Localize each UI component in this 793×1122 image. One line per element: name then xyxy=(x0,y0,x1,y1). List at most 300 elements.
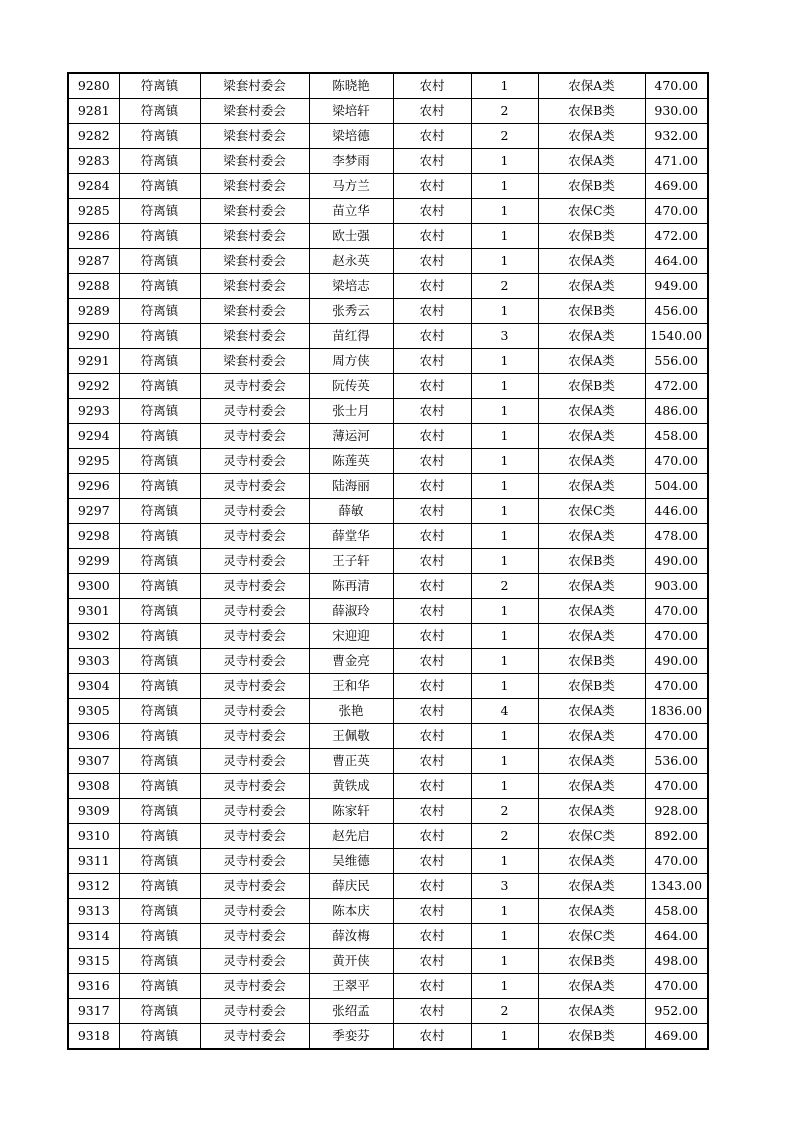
village-committee-cell: 灵寺村委会 xyxy=(200,699,309,724)
town-cell: 符离镇 xyxy=(119,624,200,649)
area-type-cell: 农村 xyxy=(393,99,471,124)
area-type-cell: 农村 xyxy=(393,899,471,924)
area-type-cell: 农村 xyxy=(393,374,471,399)
town-cell: 符离镇 xyxy=(119,499,200,524)
recipient-name-cell: 苗红得 xyxy=(309,324,393,349)
row-number-cell: 9291 xyxy=(68,349,119,374)
village-committee-cell: 梁套村委会 xyxy=(200,249,309,274)
row-number-cell: 9302 xyxy=(68,624,119,649)
household-size-cell: 2 xyxy=(471,574,538,599)
village-committee-cell: 灵寺村委会 xyxy=(200,624,309,649)
household-size-cell: 2 xyxy=(471,99,538,124)
town-cell: 符离镇 xyxy=(119,724,200,749)
household-size-cell: 3 xyxy=(471,874,538,899)
town-cell: 符离镇 xyxy=(119,549,200,574)
household-size-cell: 1 xyxy=(471,749,538,774)
row-number-cell: 9299 xyxy=(68,549,119,574)
row-number-cell: 9301 xyxy=(68,599,119,624)
amount-cell: 470.00 xyxy=(645,674,708,699)
area-type-cell: 农村 xyxy=(393,249,471,274)
row-number-cell: 9306 xyxy=(68,724,119,749)
area-type-cell: 农村 xyxy=(393,299,471,324)
row-number-cell: 9289 xyxy=(68,299,119,324)
area-type-cell: 农村 xyxy=(393,874,471,899)
household-size-cell: 1 xyxy=(471,624,538,649)
recipient-name-cell: 陈本庆 xyxy=(309,899,393,924)
recipient-name-cell: 王子轩 xyxy=(309,549,393,574)
row-number-cell: 9307 xyxy=(68,749,119,774)
town-cell: 符离镇 xyxy=(119,424,200,449)
village-committee-cell: 梁套村委会 xyxy=(200,324,309,349)
allowance-table xyxy=(67,72,709,1050)
recipient-name-cell: 曹正英 xyxy=(309,749,393,774)
insurance-category-cell: 农保A类 xyxy=(538,749,645,774)
household-size-cell: 1 xyxy=(471,174,538,199)
table-row xyxy=(68,174,708,199)
household-size-cell: 2 xyxy=(471,999,538,1024)
amount-cell: 470.00 xyxy=(645,724,708,749)
table-row xyxy=(68,149,708,174)
insurance-category-cell: 农保A类 xyxy=(538,574,645,599)
row-number-cell: 9284 xyxy=(68,174,119,199)
amount-cell: 932.00 xyxy=(645,124,708,149)
recipient-name-cell: 陈再清 xyxy=(309,574,393,599)
insurance-category-cell: 农保A类 xyxy=(538,849,645,874)
insurance-category-cell: 农保A类 xyxy=(538,624,645,649)
amount-cell: 556.00 xyxy=(645,349,708,374)
amount-cell: 930.00 xyxy=(645,99,708,124)
area-type-cell: 农村 xyxy=(393,749,471,774)
recipient-name-cell: 张绍孟 xyxy=(309,999,393,1024)
table-row xyxy=(68,999,708,1024)
village-committee-cell: 灵寺村委会 xyxy=(200,574,309,599)
amount-cell: 470.00 xyxy=(645,199,708,224)
row-number-cell: 9305 xyxy=(68,699,119,724)
village-committee-cell: 梁套村委会 xyxy=(200,299,309,324)
recipient-name-cell: 吴维德 xyxy=(309,849,393,874)
town-cell: 符离镇 xyxy=(119,749,200,774)
household-size-cell: 1 xyxy=(471,724,538,749)
recipient-name-cell: 赵先启 xyxy=(309,824,393,849)
amount-cell: 1343.00 xyxy=(645,874,708,899)
amount-cell: 470.00 xyxy=(645,449,708,474)
row-number-cell: 9282 xyxy=(68,124,119,149)
town-cell: 符离镇 xyxy=(119,649,200,674)
table-row xyxy=(68,724,708,749)
amount-cell: 464.00 xyxy=(645,249,708,274)
village-committee-cell: 灵寺村委会 xyxy=(200,399,309,424)
row-number-cell: 9309 xyxy=(68,799,119,824)
village-committee-cell: 灵寺村委会 xyxy=(200,999,309,1024)
insurance-category-cell: 农保A类 xyxy=(538,699,645,724)
household-size-cell: 1 xyxy=(471,524,538,549)
town-cell: 符离镇 xyxy=(119,874,200,899)
table-row xyxy=(68,874,708,899)
amount-cell: 470.00 xyxy=(645,774,708,799)
household-size-cell: 1 xyxy=(471,949,538,974)
insurance-category-cell: 农保A类 xyxy=(538,274,645,299)
table-row xyxy=(68,299,708,324)
village-committee-cell: 灵寺村委会 xyxy=(200,649,309,674)
table-row xyxy=(68,899,708,924)
amount-cell: 536.00 xyxy=(645,749,708,774)
insurance-category-cell: 农保A类 xyxy=(538,874,645,899)
town-cell: 符离镇 xyxy=(119,324,200,349)
insurance-category-cell: 农保A类 xyxy=(538,999,645,1024)
household-size-cell: 2 xyxy=(471,274,538,299)
town-cell: 符离镇 xyxy=(119,374,200,399)
town-cell: 符离镇 xyxy=(119,824,200,849)
table-row xyxy=(68,524,708,549)
recipient-name-cell: 张秀云 xyxy=(309,299,393,324)
area-type-cell: 农村 xyxy=(393,73,471,99)
household-size-cell: 1 xyxy=(471,649,538,674)
area-type-cell: 农村 xyxy=(393,849,471,874)
recipient-name-cell: 阮传英 xyxy=(309,374,393,399)
row-number-cell: 9300 xyxy=(68,574,119,599)
area-type-cell: 农村 xyxy=(393,974,471,999)
village-committee-cell: 梁套村委会 xyxy=(200,149,309,174)
amount-cell: 949.00 xyxy=(645,274,708,299)
town-cell: 符离镇 xyxy=(119,899,200,924)
amount-cell: 470.00 xyxy=(645,849,708,874)
row-number-cell: 9316 xyxy=(68,974,119,999)
row-number-cell: 9298 xyxy=(68,524,119,549)
row-number-cell: 9290 xyxy=(68,324,119,349)
amount-cell: 1540.00 xyxy=(645,324,708,349)
town-cell: 符离镇 xyxy=(119,73,200,99)
recipient-name-cell: 梁培德 xyxy=(309,124,393,149)
row-number-cell: 9313 xyxy=(68,899,119,924)
village-committee-cell: 灵寺村委会 xyxy=(200,749,309,774)
table-row xyxy=(68,424,708,449)
town-cell: 符离镇 xyxy=(119,124,200,149)
table-row xyxy=(68,349,708,374)
household-size-cell: 1 xyxy=(471,974,538,999)
amount-cell: 469.00 xyxy=(645,1024,708,1050)
town-cell: 符离镇 xyxy=(119,349,200,374)
row-number-cell: 9288 xyxy=(68,274,119,299)
row-number-cell: 9294 xyxy=(68,424,119,449)
village-committee-cell: 梁套村委会 xyxy=(200,224,309,249)
recipient-name-cell: 陈莲英 xyxy=(309,449,393,474)
town-cell: 符离镇 xyxy=(119,174,200,199)
area-type-cell: 农村 xyxy=(393,499,471,524)
insurance-category-cell: 农保A类 xyxy=(538,449,645,474)
amount-cell: 903.00 xyxy=(645,574,708,599)
area-type-cell: 农村 xyxy=(393,674,471,699)
insurance-category-cell: 农保A类 xyxy=(538,249,645,274)
village-committee-cell: 灵寺村委会 xyxy=(200,374,309,399)
table-row xyxy=(68,574,708,599)
area-type-cell: 农村 xyxy=(393,174,471,199)
area-type-cell: 农村 xyxy=(393,274,471,299)
insurance-category-cell: 农保A类 xyxy=(538,73,645,99)
amount-cell: 470.00 xyxy=(645,73,708,99)
town-cell: 符离镇 xyxy=(119,699,200,724)
area-type-cell: 农村 xyxy=(393,699,471,724)
recipient-name-cell: 王翠平 xyxy=(309,974,393,999)
amount-cell: 490.00 xyxy=(645,649,708,674)
insurance-category-cell: 农保C类 xyxy=(538,199,645,224)
household-size-cell: 1 xyxy=(471,1024,538,1050)
insurance-category-cell: 农保B类 xyxy=(538,649,645,674)
table-row xyxy=(68,799,708,824)
recipient-name-cell: 薛淑玲 xyxy=(309,599,393,624)
row-number-cell: 9296 xyxy=(68,474,119,499)
amount-cell: 472.00 xyxy=(645,224,708,249)
recipient-name-cell: 李梦雨 xyxy=(309,149,393,174)
row-number-cell: 9295 xyxy=(68,449,119,474)
row-number-cell: 9314 xyxy=(68,924,119,949)
insurance-category-cell: 农保C类 xyxy=(538,824,645,849)
household-size-cell: 1 xyxy=(471,249,538,274)
amount-cell: 892.00 xyxy=(645,824,708,849)
amount-cell: 478.00 xyxy=(645,524,708,549)
insurance-category-cell: 农保A类 xyxy=(538,524,645,549)
village-committee-cell: 灵寺村委会 xyxy=(200,474,309,499)
household-size-cell: 1 xyxy=(471,349,538,374)
village-committee-cell: 梁套村委会 xyxy=(200,73,309,99)
household-size-cell: 3 xyxy=(471,324,538,349)
recipient-name-cell: 薄运河 xyxy=(309,424,393,449)
area-type-cell: 农村 xyxy=(393,549,471,574)
amount-cell: 464.00 xyxy=(645,924,708,949)
amount-cell: 498.00 xyxy=(645,949,708,974)
household-size-cell: 2 xyxy=(471,824,538,849)
village-committee-cell: 灵寺村委会 xyxy=(200,524,309,549)
recipient-name-cell: 梁培轩 xyxy=(309,99,393,124)
area-type-cell: 农村 xyxy=(393,474,471,499)
table-row xyxy=(68,774,708,799)
recipient-name-cell: 黄铁成 xyxy=(309,774,393,799)
recipient-name-cell: 薛堂华 xyxy=(309,524,393,549)
insurance-category-cell: 农保B类 xyxy=(538,1024,645,1050)
town-cell: 符离镇 xyxy=(119,674,200,699)
town-cell: 符离镇 xyxy=(119,974,200,999)
town-cell: 符离镇 xyxy=(119,249,200,274)
amount-cell: 1836.00 xyxy=(645,699,708,724)
area-type-cell: 农村 xyxy=(393,824,471,849)
insurance-category-cell: 农保B类 xyxy=(538,174,645,199)
recipient-name-cell: 陆海丽 xyxy=(309,474,393,499)
insurance-category-cell: 农保A类 xyxy=(538,599,645,624)
village-committee-cell: 灵寺村委会 xyxy=(200,899,309,924)
area-type-cell: 农村 xyxy=(393,199,471,224)
amount-cell: 469.00 xyxy=(645,174,708,199)
insurance-category-cell: 农保A类 xyxy=(538,124,645,149)
village-committee-cell: 梁套村委会 xyxy=(200,174,309,199)
town-cell: 符离镇 xyxy=(119,449,200,474)
row-number-cell: 9308 xyxy=(68,774,119,799)
row-number-cell: 9304 xyxy=(68,674,119,699)
area-type-cell: 农村 xyxy=(393,574,471,599)
table-row xyxy=(68,399,708,424)
amount-cell: 490.00 xyxy=(645,549,708,574)
table-row xyxy=(68,274,708,299)
town-cell: 符离镇 xyxy=(119,574,200,599)
area-type-cell: 农村 xyxy=(393,599,471,624)
table-row xyxy=(68,549,708,574)
row-number-cell: 9318 xyxy=(68,1024,119,1050)
household-size-cell: 1 xyxy=(471,224,538,249)
insurance-category-cell: 农保B类 xyxy=(538,374,645,399)
row-number-cell: 9310 xyxy=(68,824,119,849)
household-size-cell: 1 xyxy=(471,549,538,574)
recipient-name-cell: 赵永英 xyxy=(309,249,393,274)
recipient-name-cell: 梁培志 xyxy=(309,274,393,299)
village-committee-cell: 灵寺村委会 xyxy=(200,774,309,799)
row-number-cell: 9293 xyxy=(68,399,119,424)
area-type-cell: 农村 xyxy=(393,799,471,824)
village-committee-cell: 灵寺村委会 xyxy=(200,799,309,824)
recipient-name-cell: 季娈芬 xyxy=(309,1024,393,1050)
table-row xyxy=(68,73,708,99)
village-committee-cell: 梁套村委会 xyxy=(200,124,309,149)
household-size-cell: 4 xyxy=(471,699,538,724)
table-row xyxy=(68,949,708,974)
row-number-cell: 9311 xyxy=(68,849,119,874)
amount-cell: 458.00 xyxy=(645,899,708,924)
area-type-cell: 农村 xyxy=(393,449,471,474)
recipient-name-cell: 苗立华 xyxy=(309,199,393,224)
town-cell: 符离镇 xyxy=(119,474,200,499)
town-cell: 符离镇 xyxy=(119,299,200,324)
insurance-category-cell: 农保A类 xyxy=(538,724,645,749)
recipient-name-cell: 宋迎迎 xyxy=(309,624,393,649)
document-page xyxy=(67,72,707,1050)
insurance-category-cell: 农保A类 xyxy=(538,799,645,824)
insurance-category-cell: 农保C类 xyxy=(538,924,645,949)
recipient-name-cell: 陈家轩 xyxy=(309,799,393,824)
village-committee-cell: 灵寺村委会 xyxy=(200,874,309,899)
insurance-category-cell: 农保B类 xyxy=(538,299,645,324)
table-row xyxy=(68,649,708,674)
town-cell: 符离镇 xyxy=(119,149,200,174)
household-size-cell: 1 xyxy=(471,924,538,949)
area-type-cell: 农村 xyxy=(393,349,471,374)
village-committee-cell: 灵寺村委会 xyxy=(200,499,309,524)
area-type-cell: 农村 xyxy=(393,999,471,1024)
row-number-cell: 9287 xyxy=(68,249,119,274)
village-committee-cell: 灵寺村委会 xyxy=(200,449,309,474)
recipient-name-cell: 欧士强 xyxy=(309,224,393,249)
insurance-category-cell: 农保A类 xyxy=(538,774,645,799)
table-row xyxy=(68,374,708,399)
household-size-cell: 2 xyxy=(471,124,538,149)
village-committee-cell: 灵寺村委会 xyxy=(200,549,309,574)
area-type-cell: 农村 xyxy=(393,224,471,249)
village-committee-cell: 灵寺村委会 xyxy=(200,924,309,949)
household-size-cell: 1 xyxy=(471,399,538,424)
recipient-name-cell: 王佩敬 xyxy=(309,724,393,749)
recipient-name-cell: 薛汝梅 xyxy=(309,924,393,949)
insurance-category-cell: 农保B类 xyxy=(538,949,645,974)
area-type-cell: 农村 xyxy=(393,1024,471,1050)
amount-cell: 472.00 xyxy=(645,374,708,399)
amount-cell: 486.00 xyxy=(645,399,708,424)
town-cell: 符离镇 xyxy=(119,224,200,249)
area-type-cell: 农村 xyxy=(393,949,471,974)
village-committee-cell: 灵寺村委会 xyxy=(200,824,309,849)
household-size-cell: 1 xyxy=(471,449,538,474)
area-type-cell: 农村 xyxy=(393,724,471,749)
village-committee-cell: 梁套村委会 xyxy=(200,274,309,299)
town-cell: 符离镇 xyxy=(119,99,200,124)
table-row xyxy=(68,449,708,474)
table-row xyxy=(68,749,708,774)
table-row xyxy=(68,124,708,149)
town-cell: 符离镇 xyxy=(119,1024,200,1050)
area-type-cell: 农村 xyxy=(393,524,471,549)
table-row xyxy=(68,674,708,699)
area-type-cell: 农村 xyxy=(393,424,471,449)
village-committee-cell: 灵寺村委会 xyxy=(200,674,309,699)
row-number-cell: 9303 xyxy=(68,649,119,674)
village-committee-cell: 灵寺村委会 xyxy=(200,849,309,874)
recipient-name-cell: 周方侠 xyxy=(309,349,393,374)
insurance-category-cell: 农保A类 xyxy=(538,424,645,449)
household-size-cell: 1 xyxy=(471,899,538,924)
recipient-name-cell: 陈晓艳 xyxy=(309,73,393,99)
village-committee-cell: 灵寺村委会 xyxy=(200,599,309,624)
insurance-category-cell: 农保A类 xyxy=(538,899,645,924)
table-row xyxy=(68,849,708,874)
village-committee-cell: 梁套村委会 xyxy=(200,349,309,374)
row-number-cell: 9317 xyxy=(68,999,119,1024)
row-number-cell: 9292 xyxy=(68,374,119,399)
recipient-name-cell: 薛庆民 xyxy=(309,874,393,899)
household-size-cell: 1 xyxy=(471,474,538,499)
table-row xyxy=(68,499,708,524)
area-type-cell: 农村 xyxy=(393,649,471,674)
town-cell: 符离镇 xyxy=(119,999,200,1024)
household-size-cell: 1 xyxy=(471,149,538,174)
area-type-cell: 农村 xyxy=(393,774,471,799)
amount-cell: 928.00 xyxy=(645,799,708,824)
insurance-category-cell: 农保A类 xyxy=(538,324,645,349)
town-cell: 符离镇 xyxy=(119,949,200,974)
table-row xyxy=(68,224,708,249)
insurance-category-cell: 农保A类 xyxy=(538,399,645,424)
town-cell: 符离镇 xyxy=(119,774,200,799)
town-cell: 符离镇 xyxy=(119,524,200,549)
recipient-name-cell: 马方兰 xyxy=(309,174,393,199)
insurance-category-cell: 农保B类 xyxy=(538,99,645,124)
row-number-cell: 9280 xyxy=(68,73,119,99)
recipient-name-cell: 王和华 xyxy=(309,674,393,699)
household-size-cell: 1 xyxy=(471,774,538,799)
area-type-cell: 农村 xyxy=(393,124,471,149)
recipient-name-cell: 张艳 xyxy=(309,699,393,724)
area-type-cell: 农村 xyxy=(393,924,471,949)
table-row xyxy=(68,924,708,949)
insurance-category-cell: 农保A类 xyxy=(538,474,645,499)
amount-cell: 470.00 xyxy=(645,624,708,649)
recipient-name-cell: 薛敏 xyxy=(309,499,393,524)
row-number-cell: 9315 xyxy=(68,949,119,974)
insurance-category-cell: 农保A类 xyxy=(538,974,645,999)
household-size-cell: 1 xyxy=(471,424,538,449)
row-number-cell: 9312 xyxy=(68,874,119,899)
amount-cell: 470.00 xyxy=(645,974,708,999)
household-size-cell: 1 xyxy=(471,674,538,699)
recipient-name-cell: 黄开侠 xyxy=(309,949,393,974)
table-row xyxy=(68,199,708,224)
table-row xyxy=(68,624,708,649)
amount-cell: 504.00 xyxy=(645,474,708,499)
table-row xyxy=(68,474,708,499)
